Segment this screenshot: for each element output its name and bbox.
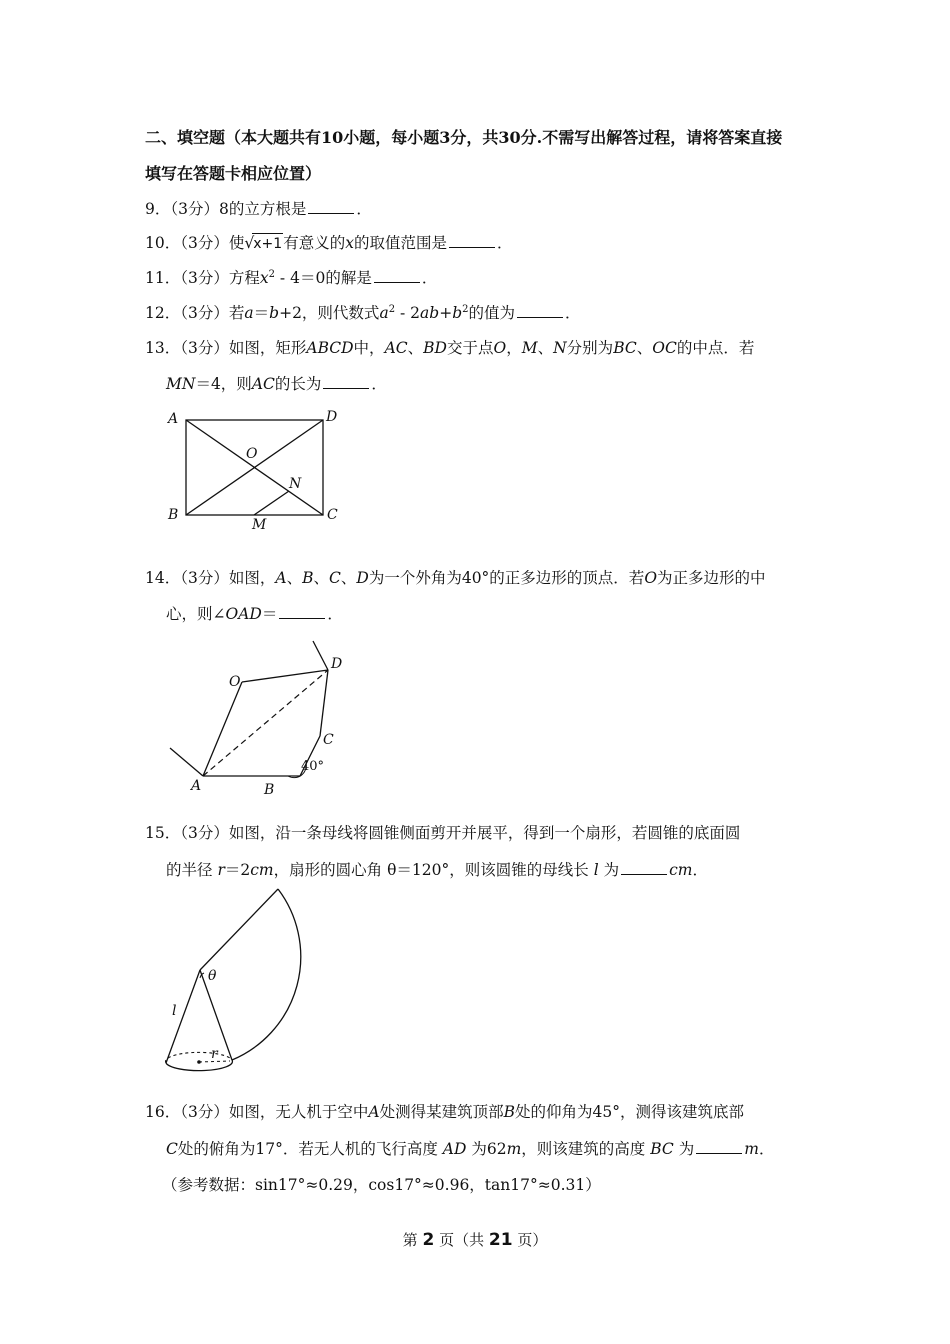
answer-blank[interactable]: [517, 303, 563, 318]
page-number: 2: [422, 1230, 435, 1250]
sector-arc: [232, 889, 301, 1060]
label-m: M: [252, 517, 267, 533]
section-heading-line2: 填写在答题卡相应位置）: [145, 164, 322, 183]
label-r: r: [211, 1046, 218, 1062]
label-n: N: [289, 476, 302, 492]
sector-radius-1: [200, 889, 278, 970]
answer-blank[interactable]: [696, 1139, 742, 1154]
question-15-line1: 15．（3分）如图，沿一条母线将圆锥侧面剪开并展平，得到一个扇形，若圆锥的底面圆: [145, 824, 741, 842]
label-d: D: [331, 656, 343, 672]
sqrt-radicand: x+1: [252, 233, 283, 254]
edge-extension-d: [313, 641, 328, 670]
page-footer: 第 2 页（共 21 页）: [402, 1230, 548, 1250]
question-14-line2: 心，则∠OAD＝ ．: [166, 605, 343, 623]
segment-ao: [203, 682, 242, 776]
label-d: D: [326, 409, 338, 425]
label-theta: θ: [208, 968, 217, 984]
label-o: O: [229, 674, 241, 690]
polygon-figure: [160, 636, 360, 801]
label-b: B: [168, 507, 179, 523]
question-12: 12．（3分）若a＝b+2，则代数式$a^2 - 2ab+b^2$的值为 ．: [145, 304, 581, 322]
label-a: A: [191, 778, 202, 794]
answer-blank[interactable]: [374, 268, 420, 283]
label-c: C: [327, 507, 338, 523]
label-l: l: [172, 1003, 177, 1019]
answer-blank[interactable]: [449, 233, 495, 248]
section-heading-line1: 二、填空题（本大题共有10小题，每小题3分，共30分.不需写出解答过程，请将答案直接: [145, 128, 783, 147]
question-14-line1: 14．（3分）如图，A、B、C、D为一个外角为40°的正多边形的顶点．若O为正多边形的中: [145, 569, 766, 587]
answer-blank[interactable]: [308, 199, 354, 214]
question-16-line2: C处的俯角为17°．若无人机的飞行高度 AD 为62m，则该建筑的高度 BC 为 m．: [166, 1140, 775, 1158]
rectangle-figure: [160, 400, 350, 535]
page-total: 21: [488, 1230, 513, 1250]
edge-extension-a: [170, 748, 203, 776]
question-15-line2: 的半径 r＝2cm，扇形的圆心角 θ＝120°，则该圆锥的母线长 l 为 cm．: [166, 861, 709, 879]
answer-blank[interactable]: [621, 860, 667, 875]
question-9: 9．（3分）8的立方根是 ．: [145, 200, 372, 218]
edge-cd: [320, 670, 328, 736]
question-11: 11．（3分）方程$x^2 - 4=0$的解是 ．: [145, 269, 438, 287]
segment-od: [242, 670, 328, 682]
question-16-line1: 16．（3分）如图，无人机于空中A处测得某建筑顶部B处的仰角为45°，测得该建筑底部: [145, 1103, 744, 1121]
question-13-line1: 13．（3分）如图，矩形ABCD中，AC、BD交于点O，M、N分别为BC、OC的中点．若: [145, 339, 755, 357]
sqrt-symbol: √: [244, 234, 255, 252]
cone-center: [197, 1060, 201, 1064]
reference-data: （参考数据：sin17°≈0.29，cos17°≈0.96，tan17°≈0.31）: [162, 1176, 601, 1194]
segment-mn: [254, 491, 289, 515]
answer-blank[interactable]: [323, 374, 369, 389]
question-10: 10．（3分）使√x+1有意义的x的取值范围是 ．: [145, 234, 513, 252]
answer-blank[interactable]: [279, 604, 325, 619]
label-o: O: [246, 446, 258, 462]
label-b: B: [264, 782, 275, 798]
label-angle: 40°: [301, 759, 325, 774]
question-13-line2: MN＝4，则AC的长为 ．: [166, 375, 387, 393]
label-a: A: [168, 411, 179, 427]
label-c: C: [323, 732, 334, 748]
cone-figure: [160, 885, 320, 1080]
